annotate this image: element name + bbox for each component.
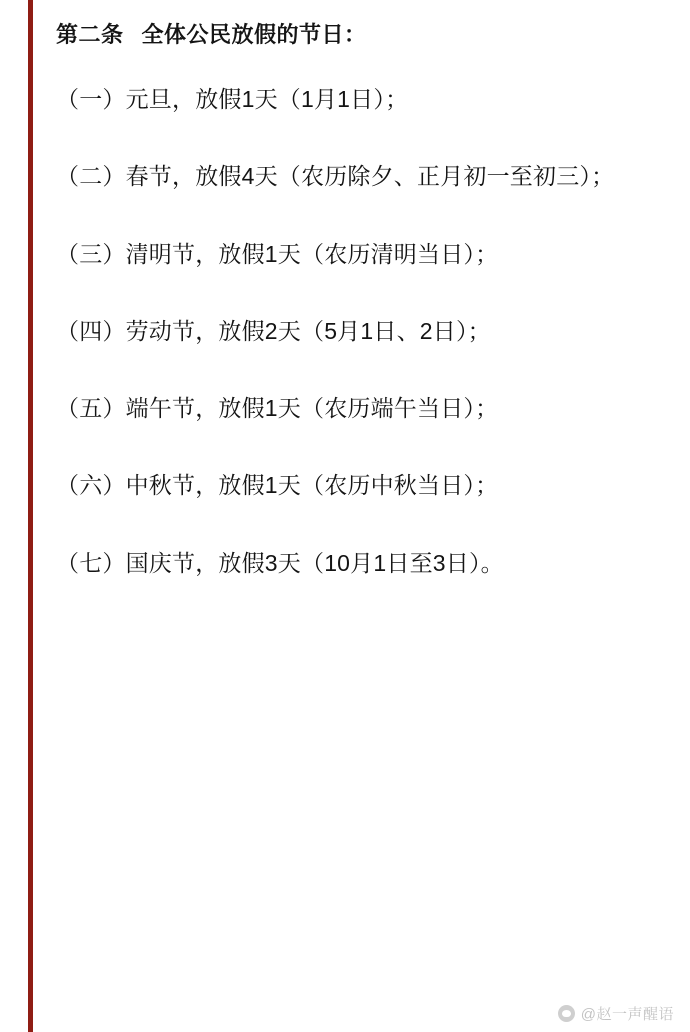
clause-item-2: （二）春节，放假4天（农历除夕、正月初一至初三）； bbox=[56, 163, 615, 190]
clause-item-4: （四）劳动节，放假2天（5月1日、2日）； bbox=[56, 317, 491, 344]
clause-item-5: （五）端午节，放假1天（农历端午当日）； bbox=[56, 395, 499, 421]
clause-item-7: （七）国庆节，放假3天（10月1日至3日）。 bbox=[56, 549, 504, 576]
clause-item-6: （六）中秋节，放假1天（农历中秋当日）； bbox=[56, 472, 499, 499]
weibo-logo-icon bbox=[558, 1005, 575, 1022]
watermark bbox=[558, 1003, 674, 1024]
clause-item-3: （三）清明节，放假1天（农历清明当日）； bbox=[56, 240, 499, 267]
clause-item-1: （一）元旦，放假1天（1月1日）； bbox=[56, 86, 409, 112]
article-title-text: 全体公民放假的节日： bbox=[141, 22, 367, 47]
watermark-text: @赵一声醒语 bbox=[580, 1006, 674, 1023]
article-number-label: 第二条 bbox=[56, 22, 124, 47]
page-title bbox=[56, 18, 662, 51]
left-margin-rule bbox=[28, 0, 33, 1032]
document-content bbox=[56, 0, 662, 582]
